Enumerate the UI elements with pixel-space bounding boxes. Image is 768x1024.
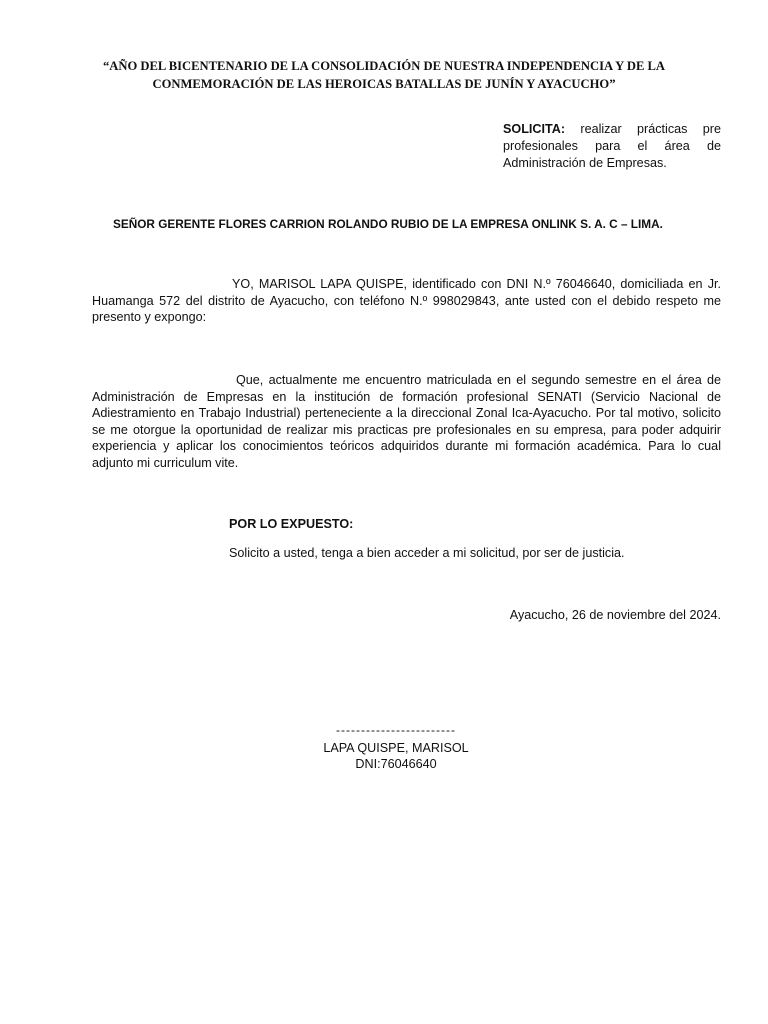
document-heading — [60, 57, 708, 93]
signer-dni: DNI:76046640 — [355, 757, 437, 771]
request-paragraph: Que, actualmente me encuentro matriculada en el segundo semestre en el área de Administración de Empresas en la institución de formación profesional SENATI (Servicio Nacional de Adiestramiento en Trabajo Industrial) perteneciente a la direccional Zonal Ica-Ayacucho. Por tal motivo, solicito se me otorgue la oportunidad de realizar mis practicas pre profesionales en su empresa, para poder adquirir experiencia y aplicar los conocimientos teóricos adquiridos durante mi formación académica. Para lo cual adjunto mi curriculum vite. — [92, 373, 721, 470]
addressee: SEÑOR GERENTE FLORES CARRION ROLANDO RUBIO DE LA EMPRESA ONLINK S. A. C – LIMA. — [113, 217, 663, 231]
heading-line-2: CONMEMORACIÓN DE LAS HEROICAS BATALLAS DE JUNÍN Y AYACUCHO” — [152, 77, 616, 91]
date-line: Ayacucho, 26 de noviembre del 2024. — [509, 608, 721, 622]
signature-line: ------------------------ — [336, 723, 456, 737]
signer-name: LAPA QUISPE, MARISOL — [323, 741, 469, 755]
signature-block — [296, 724, 496, 772]
subject-text: realizar prácticas pre profesionales para el área de Administración de Empresas. — [503, 122, 721, 170]
heading-line-1: “AÑO DEL BICENTENARIO DE LA CONSOLIDACIÓN DE NUESTRA INDEPENDENCIA Y DE LA — [102, 59, 666, 73]
subject-label: SOLICITA: — [503, 122, 566, 136]
closing-text: Solicito a usted, tenga a bien acceder a mi solicitud, por ser de justicia. — [229, 546, 625, 560]
intro-paragraph: YO, MARISOL LAPA QUISPE, identificado con DNI N.º 76046640, domiciliada en Jr. Huamanga 572 del distrito de Ayacucho, con teléfono N.º 998029843, ante usted con el debido respeto me presento y expongo: — [92, 277, 721, 325]
closing-label: POR LO EXPUESTO: — [229, 517, 354, 531]
subject-block — [503, 121, 721, 172]
